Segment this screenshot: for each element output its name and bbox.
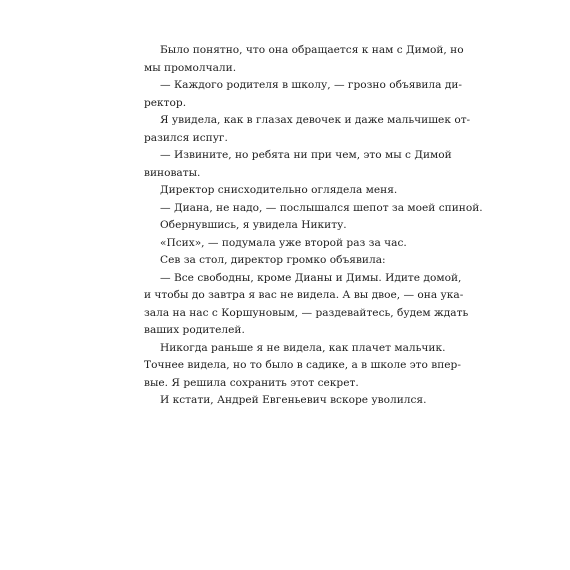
text-line: Обернувшись, я увидела Никиту.	[160, 219, 347, 231]
page-text	[144, 42, 483, 410]
text-line: зала на нас с Коршуновым, — раздевайтесь, будем ждать	[144, 306, 469, 319]
text-line: вые. Я решила сохранить этот секрет.	[144, 376, 359, 389]
text-line: Директор снисходительно оглядела меня.	[160, 184, 398, 196]
text-line: — Все свободны, кроме Дианы и Димы. Идите домой,	[160, 271, 462, 284]
text-line: «Псих», — подумала уже второй раз за час.	[160, 236, 407, 249]
text-line: разился испуг.	[144, 131, 228, 144]
text-line: Было понятно, что она обращается к нам с Димой, но	[160, 44, 464, 56]
text-line: И кстати, Андрей Евгеньевич вскоре уволился.	[160, 394, 427, 406]
text-line: ваших родителей.	[144, 324, 245, 336]
text-line: — Каждого родителя в школу, — грозно объявила ди-	[160, 79, 462, 91]
text-line: Сев за стол, директор громко объявила:	[160, 254, 386, 266]
text-line: ректор.	[144, 96, 187, 109]
text-line: — Диана, не надо, — послышался шепот за моей спиной.	[160, 201, 483, 214]
text-line: и чтобы до завтра я вас не видела. А вы двое, — она ука-	[144, 289, 464, 301]
text-line: Никогда раньше я не видела, как плачет мальчик.	[160, 341, 446, 354]
text-line: виноваты.	[144, 166, 201, 179]
text-line: Я увидела, как в глазах девочек и даже мальчишек от-	[160, 114, 471, 126]
text-line: — Извините, но ребята ни при чем, это мы с Димой	[160, 149, 452, 161]
text-line: Точнее видела, но то было в садике, а в школе это впер-	[144, 359, 461, 371]
text-line: мы промолчали.	[144, 61, 237, 74]
